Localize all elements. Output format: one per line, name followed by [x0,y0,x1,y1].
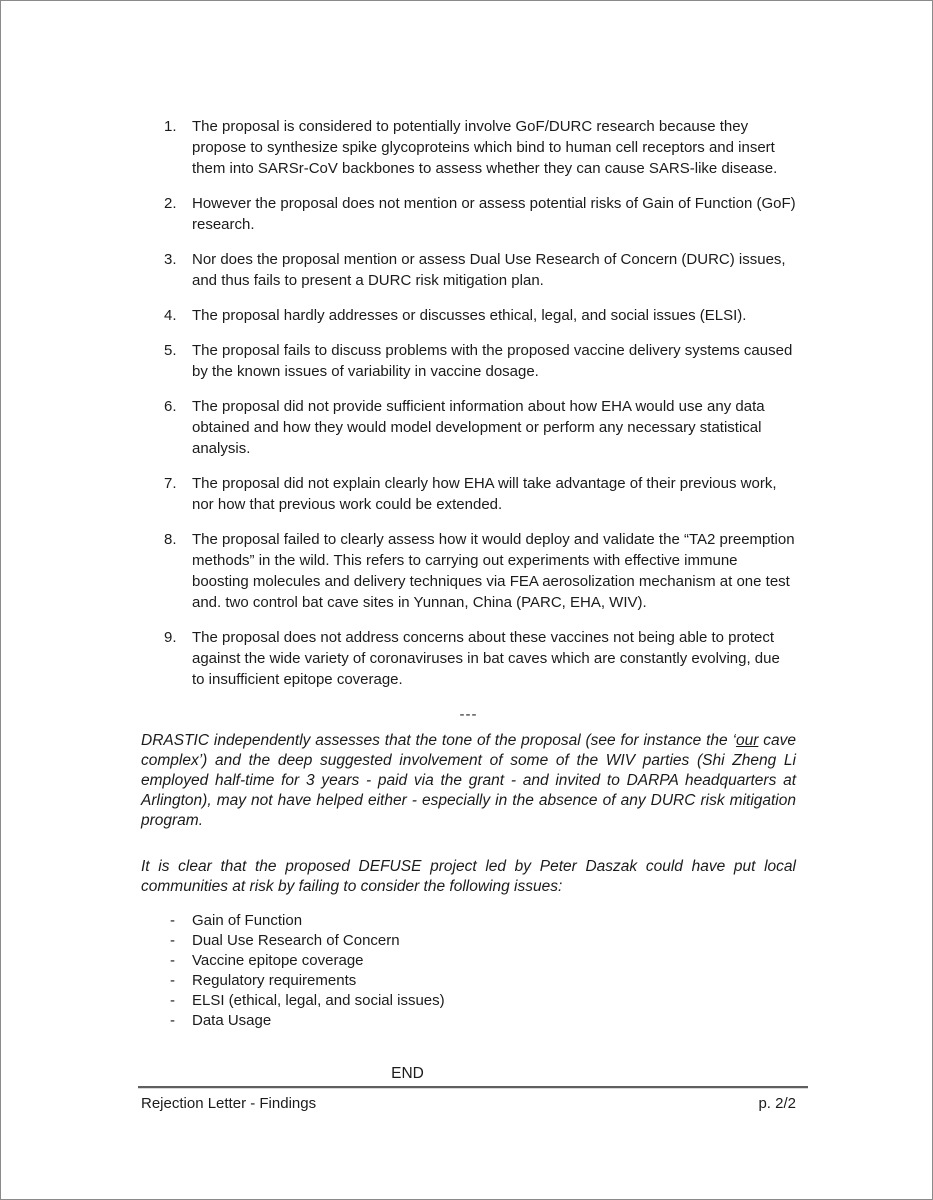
dash-bullet: - [170,932,175,949]
finding-number: 3. [164,251,177,268]
finding-number: 6. [164,398,177,415]
footer-divider [138,1086,808,1089]
issue-text: ELSI (ethical, legal, and social issues) [192,992,445,1009]
dash-bullet: - [170,952,175,969]
issue-text: Gain of Function [192,912,303,929]
assessment-text-before: DRASTIC independently assesses that the tone of the proposal (see for instance the ‘ [141,732,736,749]
findings-list [164,116,796,690]
finding-text: The proposal failed to clearly assess how it would deploy and validate the “TA2 preemption methods” in the wild. This refers to carrying out experiments with effective immune boosting molecules and delivery techniques via FEA aerosolization mechanism at one test and. two control bat cave sites in Yunnan, China (PARC, EHA, WIV). [192,531,795,611]
finding-number: 5. [164,342,177,359]
issue-text: Regulatory requirements [192,972,357,989]
finding-number: 7. [164,475,177,492]
finding-item [164,249,796,291]
assessment-text-after: cave complex’) and the deep suggested involvement of some of the WIV parties (Shi Zheng Li employed half-time for 3 years - paid via the grant - and invited to DARPA headquarters at Arlington), may not have helped either - especially in the absence of any DURC risk mitigation program. [141,732,796,829]
finding-text: The proposal is considered to potentially involve GoF/DURC research because they propose to synthesize spike glycoproteins which bind to human cell receptors and insert them into SARSr-CoV backbones to assess whether they can cause SARS-like disease. [192,118,778,177]
finding-text: The proposal did not provide sufficient information about how EHA would use any data obtained and how they would model development or perform any necessary statistical analysis. [192,398,765,457]
finding-number: 4. [164,307,177,324]
finding-text: The proposal fails to discuss problems with the proposed vaccine delivery systems caused by the known issues of variability in vaccine dosage. [192,342,793,380]
issue-item [164,931,796,951]
finding-number: 8. [164,531,177,548]
finding-number: 2. [164,195,177,212]
document-content [141,116,796,1114]
finding-text: The proposal hardly addresses or discusses ethical, legal, and social issues (ELSI). [192,307,747,324]
issue-item [164,971,796,991]
finding-item [164,529,796,613]
finding-item [164,627,796,690]
finding-item [164,193,796,235]
assessment-paragraph [141,731,796,831]
dash-bullet: - [170,1012,175,1029]
issue-item [164,1011,796,1031]
issue-text: Vaccine epitope coverage [192,952,364,969]
conclusion-paragraph: It is clear that the proposed DEFUSE project led by Peter Daszak could have put local communities at risk by failing to consider the following issues: [141,858,796,895]
finding-item [164,473,796,515]
finding-item [164,305,796,326]
issues-list [164,911,796,1031]
section-separator: --- [459,706,478,723]
finding-text: The proposal does not address concerns about these vaccines not being able to protect against the wide variety of coronaviruses in bat caves which are constantly evolving, due to insufficient epitope coverage. [192,629,780,688]
issue-text: Data Usage [192,1012,272,1029]
finding-item [164,116,796,179]
finding-number: 1. [164,118,177,135]
issue-item [164,951,796,971]
dash-bullet: - [170,912,175,929]
end-marker: END [391,1065,424,1082]
footer-page-number: p. 2/2 [758,1095,796,1112]
page-footer [141,1093,796,1114]
issue-item [164,991,796,1011]
assessment-underlined-word: our [735,732,759,749]
finding-number: 9. [164,629,177,646]
finding-item [164,340,796,382]
dash-bullet: - [170,992,175,1009]
finding-item [164,396,796,459]
finding-text: The proposal did not explain clearly how EHA will take advantage of their previous work, nor how that previous work could be extended. [192,475,777,513]
footer-document-title: Rejection Letter - Findings [141,1095,317,1112]
dash-bullet: - [170,972,175,989]
issue-item [164,911,796,931]
finding-text: Nor does the proposal mention or assess Dual Use Research of Concern (DURC) issues, and thus fails to present a DURC risk mitigation plan. [192,251,786,289]
issue-text: Dual Use Research of Concern [192,932,400,949]
finding-text: However the proposal does not mention or assess potential risks of Gain of Function (GoF) research. [192,195,796,233]
